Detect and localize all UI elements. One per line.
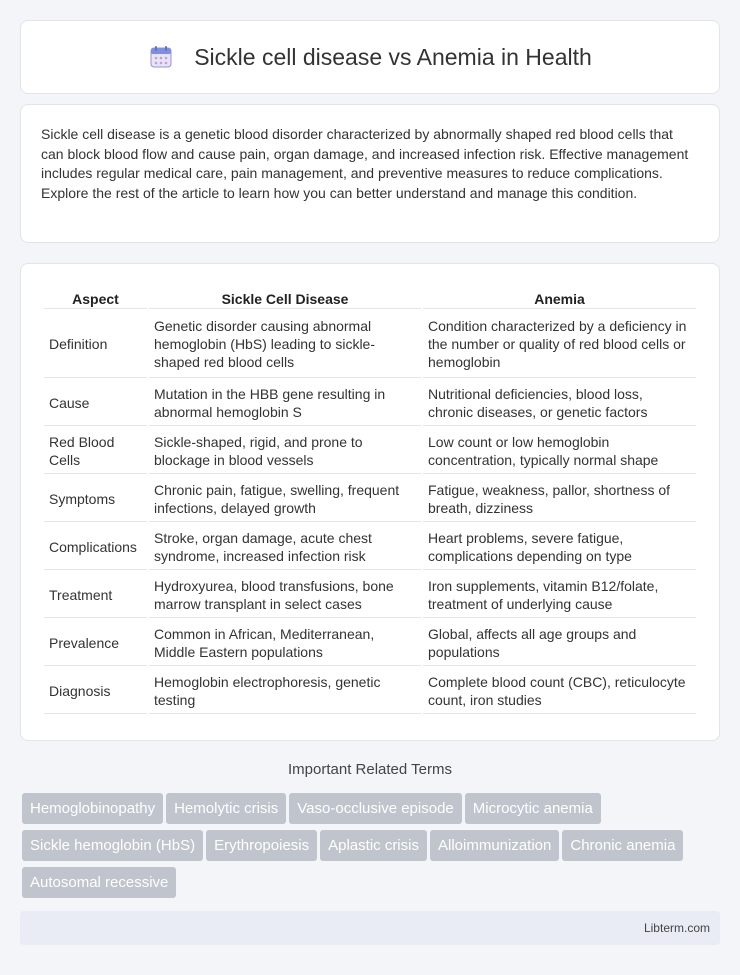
anemia-cell: Heart problems, severe fatigue, complications depending on type xyxy=(423,524,696,570)
anemia-cell: Fatigue, weakness, pallor, shortness of breath, dizziness xyxy=(423,476,696,522)
aspect-cell: Definition xyxy=(44,311,147,378)
sickle-cell-cell: Hydroxyurea, blood transfusions, bone marrow transplant in select cases xyxy=(149,572,421,618)
aspect-cell: Symptoms xyxy=(44,476,147,522)
aspect-cell: Diagnosis xyxy=(44,668,147,714)
table-row xyxy=(44,572,696,618)
related-term-tag[interactable]: Chronic anemia xyxy=(562,830,683,861)
table-row xyxy=(44,668,696,714)
sickle-cell-cell: Genetic disorder causing abnormal hemoglobin (HbS) leading to sickle-shaped red blood cells xyxy=(149,311,421,378)
table-row xyxy=(44,524,696,570)
table-row xyxy=(44,380,696,426)
anemia-cell: Condition characterized by a deficiency in the number or quality of red blood cells or hemoglobin xyxy=(423,311,696,378)
intro-text: Sickle cell disease is a genetic blood disorder characterized by abnormally shaped red blood cells that can block blood flow and cause pain, organ damage, and increased infection risk. Effective management includes regular medical care, pain management, and preventive measures to reduce complications. Explore the rest of the article to learn how you can better understand and manage this condition. xyxy=(41,126,689,201)
related-term-tag[interactable]: Vaso-occlusive episode xyxy=(289,793,461,824)
anemia-cell: Global, affects all age groups and populations xyxy=(423,620,696,666)
table-row xyxy=(44,620,696,666)
title-card xyxy=(20,20,720,94)
calendar-icon xyxy=(148,44,174,70)
table-row xyxy=(44,428,696,474)
related-term-tag[interactable]: Erythropoiesis xyxy=(206,830,317,861)
related-term-tag[interactable]: Microcytic anemia xyxy=(465,793,601,824)
sickle-cell-cell: Chronic pain, fatigue, swelling, frequent infections, delayed growth xyxy=(149,476,421,522)
aspect-cell: Prevalence xyxy=(44,620,147,666)
sickle-cell-cell: Hemoglobin electrophoresis, genetic testing xyxy=(149,668,421,714)
related-term-tag[interactable]: Hemoglobinopathy xyxy=(22,793,163,824)
comparison-table xyxy=(42,284,698,716)
aspect-cell: Treatment xyxy=(44,572,147,618)
sickle-cell-cell: Sickle-shaped, rigid, and prone to blockage in blood vessels xyxy=(149,428,421,474)
sickle-cell-cell: Common in African, Mediterranean, Middle Eastern populations xyxy=(149,620,421,666)
anemia-cell: Complete blood count (CBC), reticulocyte count, iron studies xyxy=(423,668,696,714)
aspect-cell: Cause xyxy=(44,380,147,426)
header-anemia: Anemia xyxy=(423,286,696,309)
comparison-card xyxy=(20,263,720,741)
related-term-tag[interactable]: Alloimmunization xyxy=(430,830,559,861)
page-title: Sickle cell disease vs Anemia in Health xyxy=(194,43,592,70)
table-body xyxy=(44,311,696,714)
intro-card xyxy=(20,104,720,243)
table-row xyxy=(44,476,696,522)
anemia-cell: Low count or low hemoglobin concentration, typically normal shape xyxy=(423,428,696,474)
related-terms-list xyxy=(22,793,722,904)
header-sickle-cell: Sickle Cell Disease xyxy=(149,286,421,309)
related-term-tag[interactable]: Hemolytic crisis xyxy=(166,793,286,824)
footer-link[interactable]: Libterm.com xyxy=(643,921,710,935)
aspect-cell: Complications xyxy=(44,524,147,570)
related-term-tag[interactable]: Sickle hemoglobin (HbS) xyxy=(22,830,203,861)
anemia-cell: Nutritional deficiencies, blood loss, chronic diseases, or genetic factors xyxy=(423,380,696,426)
table-header-row xyxy=(44,286,696,309)
sickle-cell-cell: Stroke, organ damage, acute chest syndrome, increased infection risk xyxy=(149,524,421,570)
header-aspect: Aspect xyxy=(44,286,147,309)
aspect-cell: Red Blood Cells xyxy=(44,428,147,474)
footer xyxy=(20,911,720,945)
sickle-cell-cell: Mutation in the HBB gene resulting in abnormal hemoglobin S xyxy=(149,380,421,426)
related-term-tag[interactable]: Autosomal recessive xyxy=(22,867,176,898)
anemia-cell: Iron supplements, vitamin B12/folate, treatment of underlying cause xyxy=(423,572,696,618)
table-row xyxy=(44,311,696,378)
related-term-tag[interactable]: Aplastic crisis xyxy=(320,830,427,861)
related-terms-title: Important Related Terms xyxy=(288,761,452,778)
